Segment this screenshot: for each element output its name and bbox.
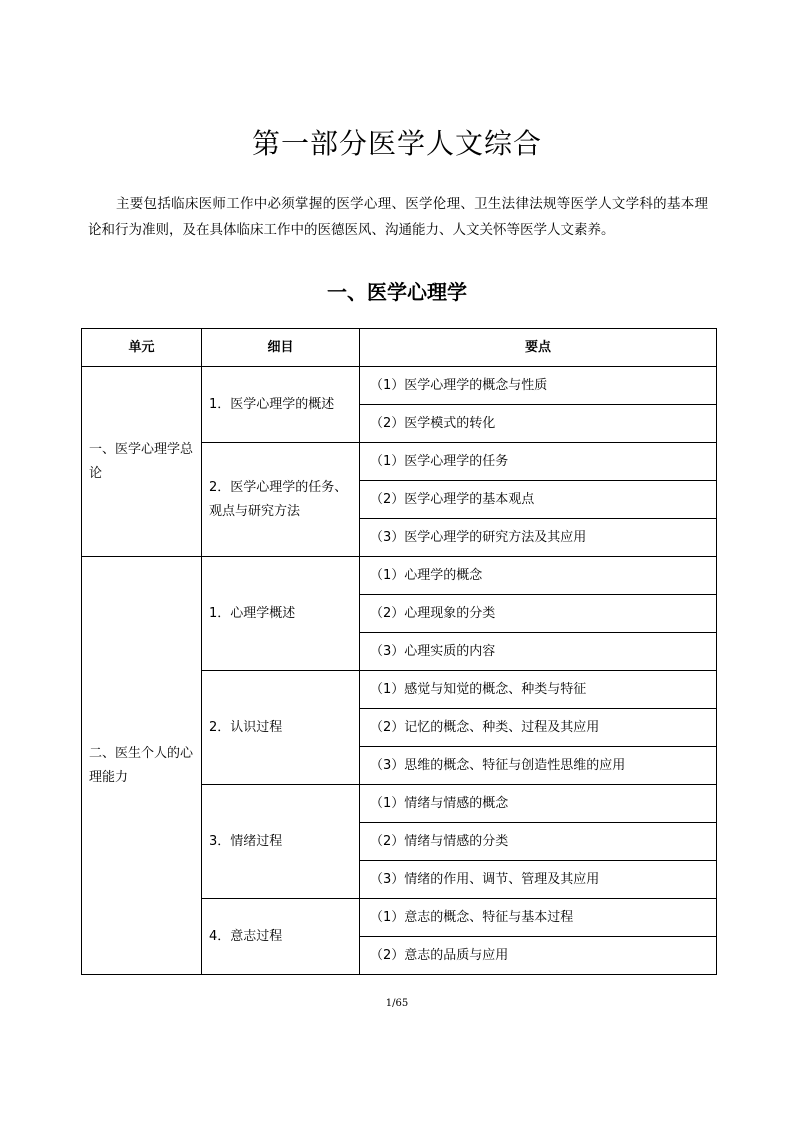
header-detail: 细目 [202, 329, 360, 367]
section-title: 一、医学心理学 [327, 280, 467, 304]
point-cell: （2）意志的品质与应用 [360, 937, 717, 975]
detail-cell: 1．医学心理学的概述 [202, 367, 360, 443]
detail-cell: 4．意志过程 [202, 899, 360, 975]
detail-cell: 2．认识过程 [202, 671, 360, 785]
page-title: 第一部分医学人文综合 [251, 127, 542, 160]
point-cell: （2）医学模式的转化 [360, 405, 717, 443]
intro-paragraph: 主要包括临床医师工作中必须掌握的医学心理、医学伦理、卫生法律法规等医学人文学科的基本理论和行为准则，及在具体临床工作中的医德医风、沟通能力、人文关怀等医学人文素养。 [88, 196, 708, 238]
unit-cell: 一、医学心理学总论 [82, 367, 202, 557]
syllabus-table [81, 328, 717, 975]
unit-cell: 二、医生个人的心理能力 [82, 557, 202, 975]
header-point: 要点 [360, 329, 717, 367]
point-cell: （3）情绪的作用、调节、管理及其应用 [360, 861, 717, 899]
point-cell: （1）感觉与知觉的概念、种类与特征 [360, 671, 717, 709]
point-cell: （2）心理现象的分类 [360, 595, 717, 633]
detail-cell: 3．情绪过程 [202, 785, 360, 899]
point-cell: （3）心理实质的内容 [360, 633, 717, 671]
header-unit: 单元 [82, 329, 202, 367]
detail-cell: 1．心理学概述 [202, 557, 360, 671]
point-cell: （2）记忆的概念、种类、过程及其应用 [360, 709, 717, 747]
point-cell: （1）心理学的概念 [360, 557, 717, 595]
table-row [82, 367, 717, 405]
point-cell: （3）思维的概念、特征与创造性思维的应用 [360, 747, 717, 785]
detail-cell: 2．医学心理学的任务、观点与研究方法 [202, 443, 360, 557]
table-header-row [82, 329, 717, 367]
point-cell: （2）情绪与情感的分类 [360, 823, 717, 861]
point-cell: （3）医学心理学的研究方法及其应用 [360, 519, 717, 557]
point-cell: （1）医学心理学的任务 [360, 443, 717, 481]
page-number: 1/65 [385, 998, 409, 1009]
point-cell: （1）意志的概念、特征与基本过程 [360, 899, 717, 937]
point-cell: （1）医学心理学的概念与性质 [360, 367, 717, 405]
point-cell: （1）情绪与情感的概念 [360, 785, 717, 823]
point-cell: （2）医学心理学的基本观点 [360, 481, 717, 519]
table-row [82, 557, 717, 595]
